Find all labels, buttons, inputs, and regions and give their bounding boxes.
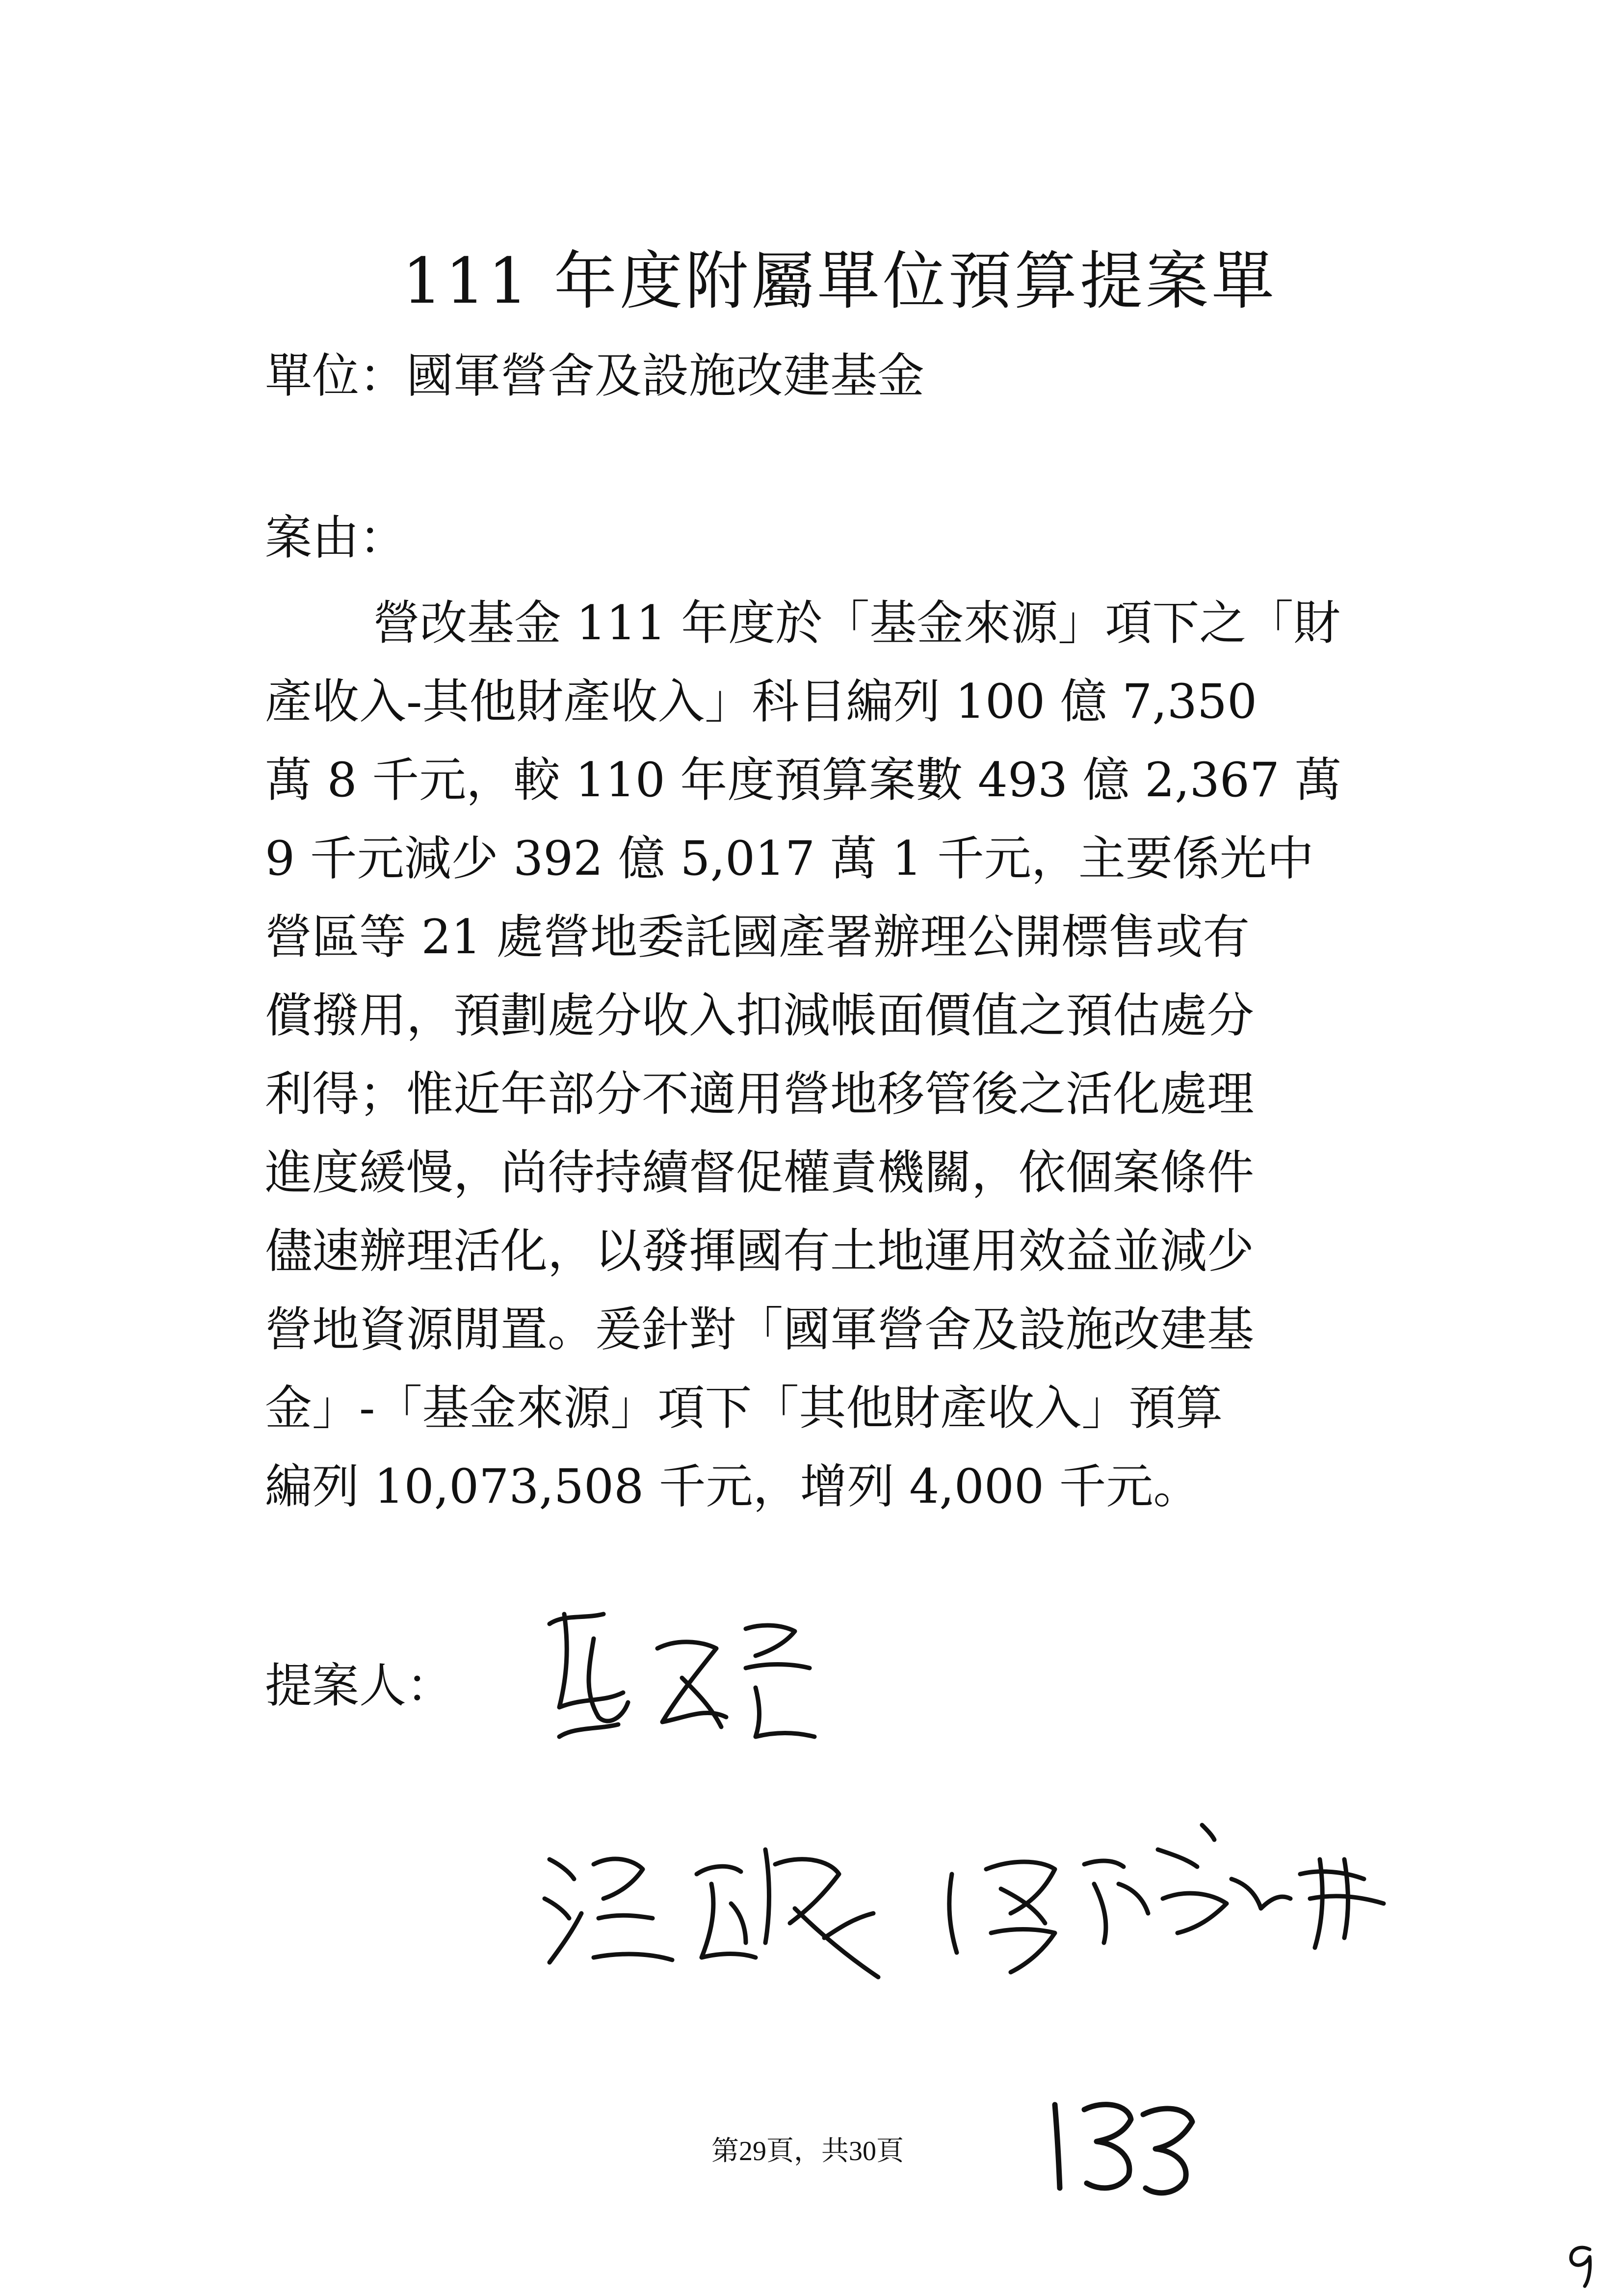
paragraph-line: 進度緩慢，尚待持續督促權責機關，依個案條件: [265, 1145, 1254, 1200]
paragraph-line: 營區等 21 處營地委託國產署辦理公開標售或有: [265, 910, 1250, 965]
paragraph-line: 9 千元減少 392 億 5,017 萬 1 千元，主要係光中: [265, 831, 1314, 886]
paragraph-line: 營地資源閒置。爰針對「國軍營舍及設施改建基: [265, 1302, 1254, 1357]
paragraph-line: 萬 8 千元，較 110 年度預算案數 493 億 2,367 萬: [265, 753, 1342, 808]
paragraph-line: 利得；惟近年部分不適用營地移管後之活化處理: [265, 1067, 1254, 1122]
reason-label: 案由：: [265, 510, 406, 565]
signature-3: [927, 1786, 1408, 1992]
paragraph-line: 編列 10,073,508 千元，增列 4,000 千元。: [265, 1459, 1201, 1514]
paragraph-line: 償撥用，預劃處分收入扣減帳面價值之預估處分: [265, 988, 1254, 1043]
unit-line: 單位：國軍營舍及設施改建基金: [265, 348, 924, 403]
paragraph-line: 產收入-其他財產收入」科目編列 100 億 7,350: [265, 674, 1257, 729]
proposer-label: 提案人：: [265, 1658, 453, 1713]
paragraph-line: 金」-「基金來源」項下「其他財產收入」預算: [265, 1381, 1223, 1435]
document-title: 111 年度附屬單位預算提案單: [402, 245, 1278, 318]
signature-1: [530, 1594, 834, 1771]
handwritten-page-number: [1040, 2085, 1202, 2205]
paragraph-line: 營改基金 111 年度於「基金來源」項下之「財: [373, 596, 1341, 651]
corner-number: [1560, 2237, 1609, 2294]
page-footer: 第29頁，共30頁: [711, 2136, 904, 2166]
reason-paragraph: [265, 584, 1393, 1526]
signature-2: [535, 1820, 917, 1997]
paragraph-line: 儘速辦理活化，以發揮國有土地運用效益並減少: [265, 1224, 1254, 1278]
